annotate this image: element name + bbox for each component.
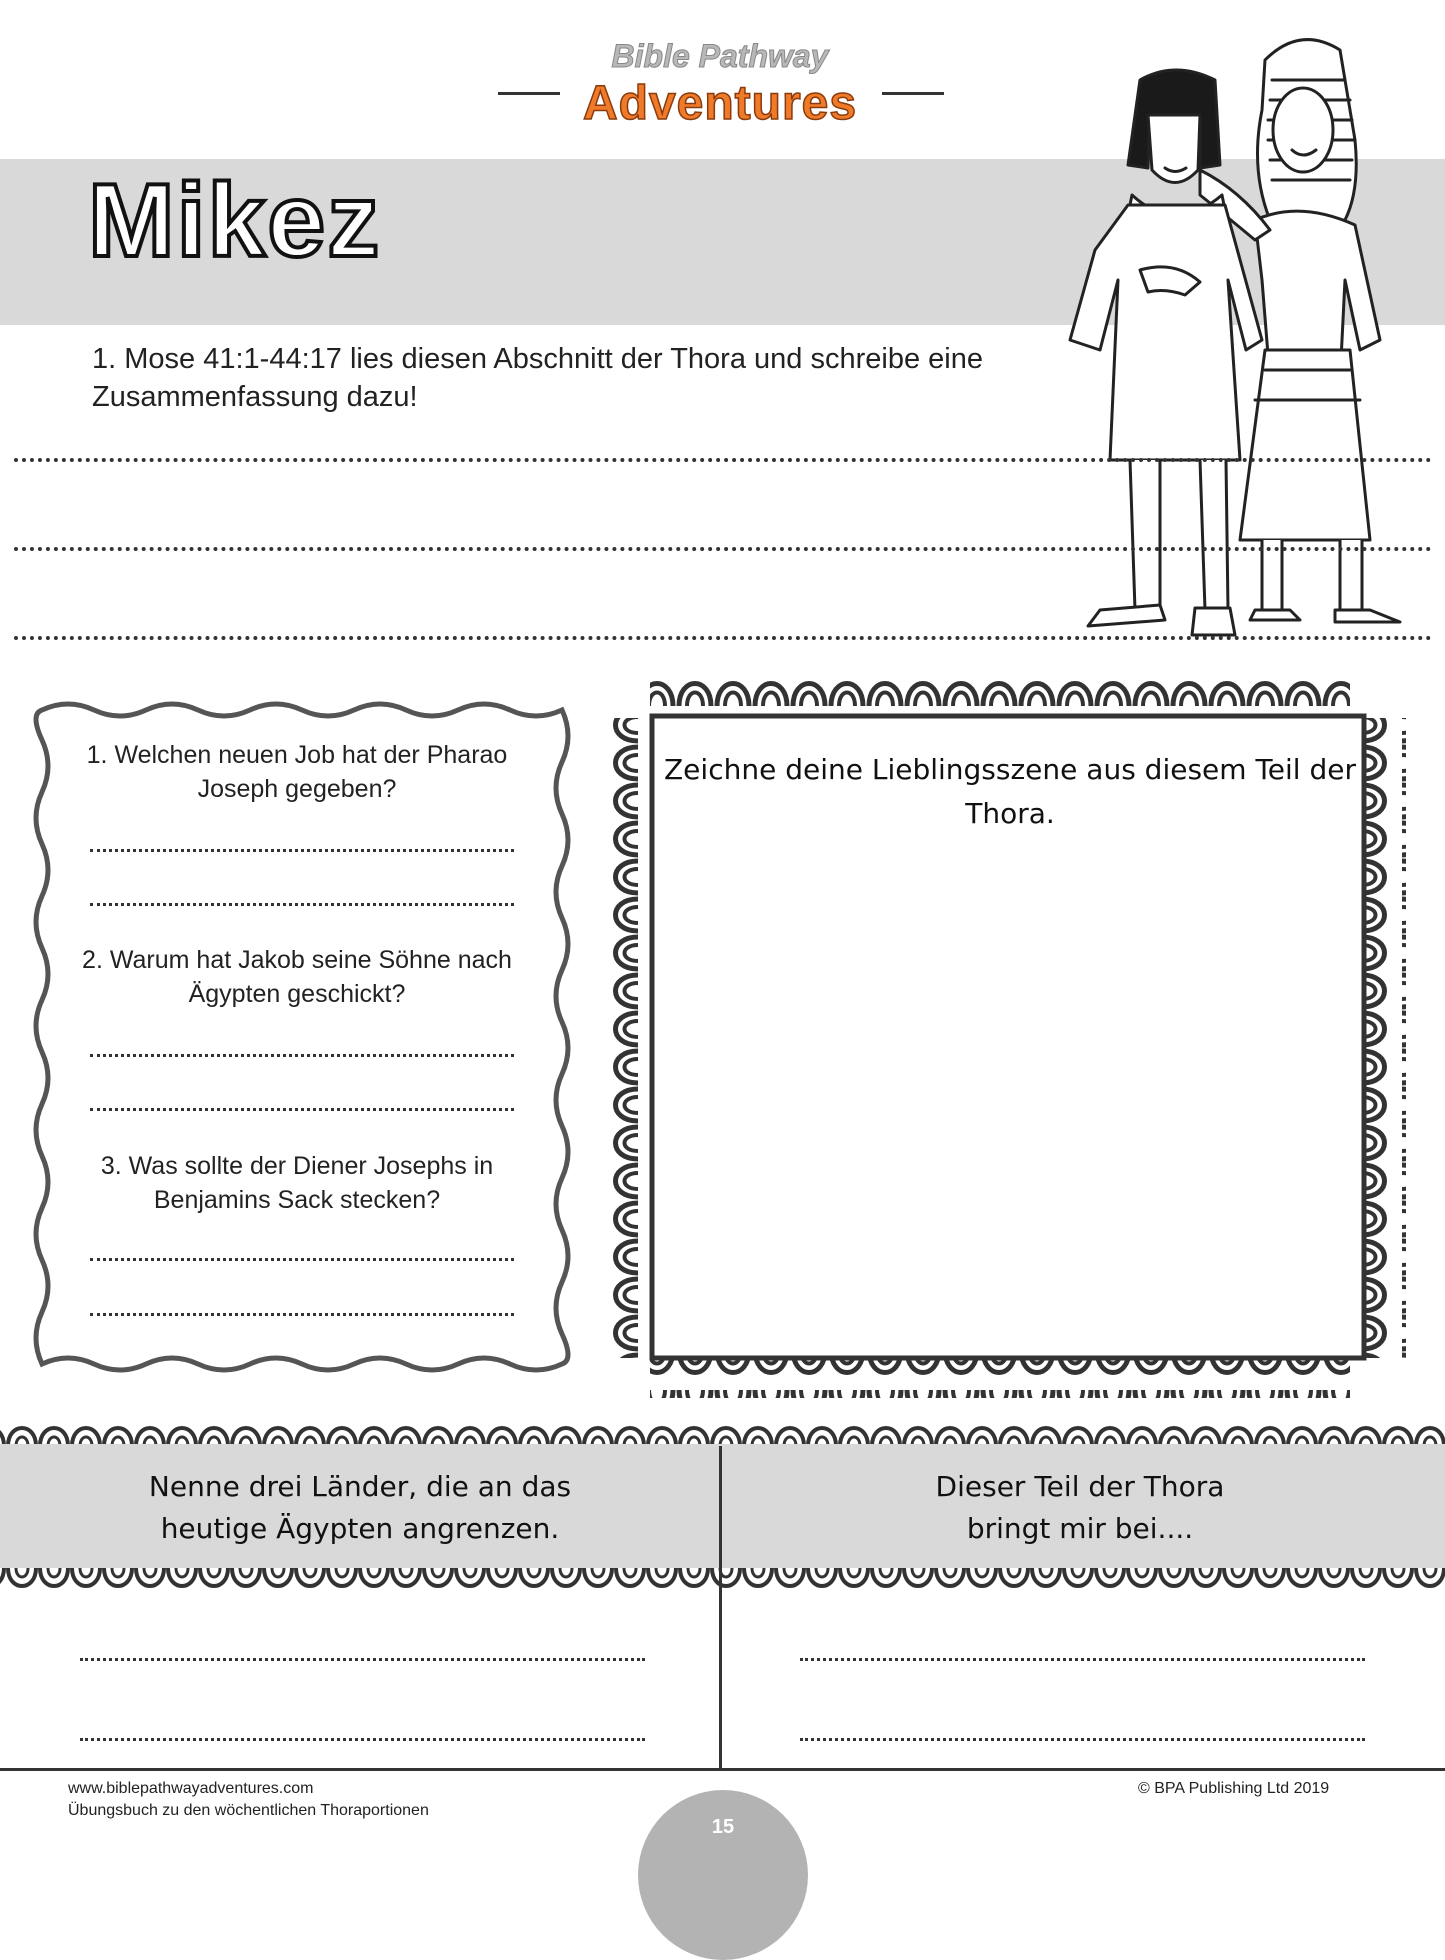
footer-copyright: © BPA Publishing Ltd 2019 bbox=[1138, 1780, 1330, 1797]
logo-rule-left bbox=[498, 92, 560, 95]
bottom-divider bbox=[719, 1446, 722, 1768]
lesson-line-2[interactable] bbox=[800, 1738, 1365, 1741]
logo-top-text: Bible Pathway bbox=[611, 38, 829, 74]
drawing-prompt: Zeichne deine Lieblingsszene aus diesem Teil der Thora. bbox=[664, 753, 1356, 830]
summary-line-1[interactable] bbox=[14, 458, 1432, 462]
countries-line-2[interactable] bbox=[80, 1738, 645, 1741]
summary-line-2[interactable] bbox=[14, 547, 1432, 551]
logo-rule-right bbox=[882, 92, 944, 95]
summary-line-3[interactable] bbox=[14, 636, 1432, 640]
page-number-badge bbox=[638, 1790, 808, 1960]
logo-main-text: Adventures bbox=[582, 77, 858, 130]
answer-3-line-1[interactable] bbox=[90, 1258, 514, 1261]
neighbour-countries-prompt: Nenne drei Länder, die an das heutige Ägypten angrenzen. bbox=[148, 1470, 572, 1545]
answer-2-line-2[interactable] bbox=[90, 1108, 514, 1111]
drawing-area[interactable] bbox=[656, 720, 1360, 1352]
footer-book-title: Übungsbuch zu den wöchentlichen Thoraportionen bbox=[68, 1802, 429, 1819]
lesson-line-1[interactable] bbox=[800, 1658, 1365, 1661]
page-title: Mikez bbox=[88, 163, 382, 279]
answer-3-line-2[interactable] bbox=[90, 1313, 514, 1316]
countries-line-1[interactable] bbox=[80, 1658, 645, 1661]
lesson-prompt: Dieser Teil der Thora bringt mir bei.... bbox=[935, 1470, 1225, 1545]
bottom-scallop-bottom bbox=[0, 1566, 1445, 1598]
question-3: 3. Was sollte der Diener Josephs in Benjamins Sack stecken? bbox=[100, 1152, 494, 1214]
answer-2-line-1[interactable] bbox=[90, 1054, 514, 1057]
joseph-pharaoh-illustration bbox=[1000, 20, 1440, 740]
question-2: 2. Warum hat Jakob seine Söhne nach Ägypten geschickt? bbox=[82, 946, 512, 1008]
question-1: 1. Welchen neuen Job hat der Pharao Joseph gegeben? bbox=[86, 741, 508, 803]
summary-instruction: 1. Mose 41:1-44:17 lies diesen Abschnitt der Thora und schreibe eine Zusammenfassung dazu! bbox=[92, 343, 983, 413]
footer-rule bbox=[0, 1768, 1445, 1771]
page-number: 15 bbox=[711, 1816, 735, 1838]
footer-website[interactable]: www.biblepathwayadventures.com bbox=[68, 1780, 314, 1797]
answer-1-line-1[interactable] bbox=[90, 849, 514, 852]
answer-1-line-2[interactable] bbox=[90, 903, 514, 906]
